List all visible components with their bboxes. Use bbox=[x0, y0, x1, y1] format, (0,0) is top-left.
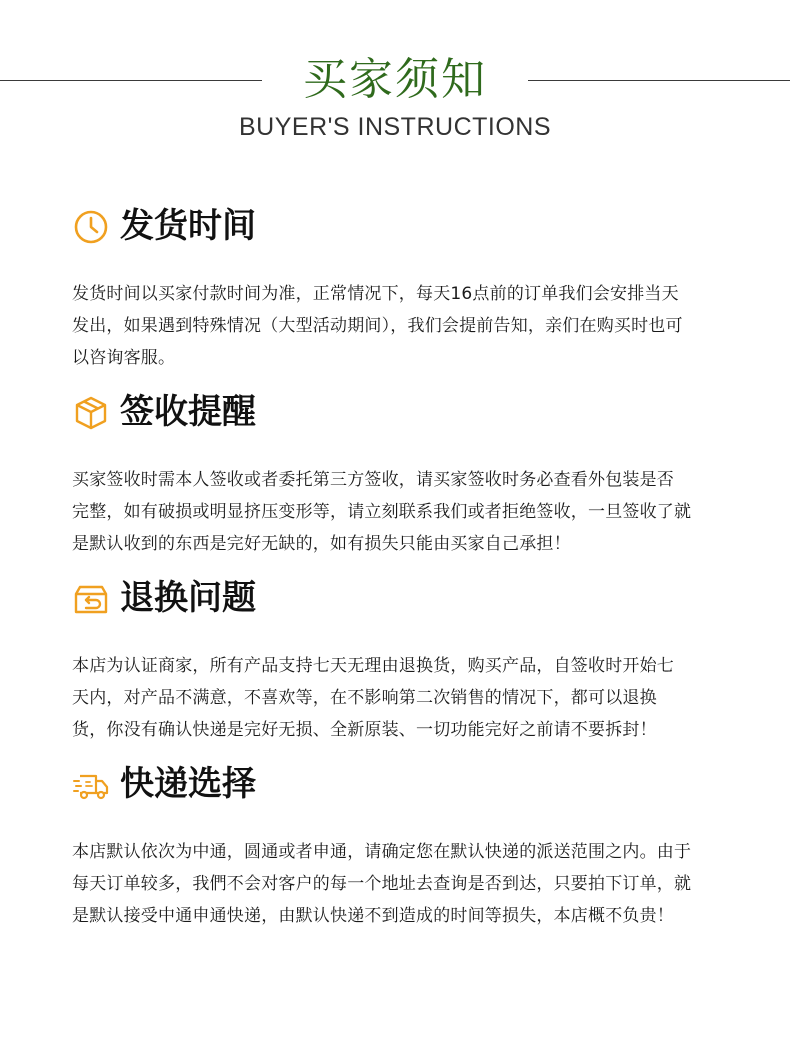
section-signing-reminder bbox=[72, 390, 722, 560]
delivery-truck-icon bbox=[72, 766, 110, 804]
section-title: 发货时间 bbox=[120, 206, 256, 246]
section-returns bbox=[72, 576, 722, 746]
section-body bbox=[72, 278, 722, 374]
section-body bbox=[72, 464, 722, 560]
section-header bbox=[72, 762, 722, 806]
body-line: 每天订单较多，我們不会对客户的每一个地址去查询是否到达，只要拍下订单，就 bbox=[72, 874, 692, 894]
body-line: 是默认接受中通申通快递，由默认快递不到造成的时间等损失，本店概不负贵！ bbox=[72, 906, 674, 926]
body-line: 货，你没有确认快递是完好无损、全新原装、一切功能完好之前请不要拆封！ bbox=[72, 720, 657, 740]
clock-icon bbox=[72, 208, 110, 246]
package-box-icon bbox=[72, 394, 110, 432]
section-courier-choice bbox=[72, 762, 722, 932]
body-line: 本店为认证商家，所有产品支持七天无理由退换货，购买产品，自签收时开始七 bbox=[72, 656, 674, 676]
return-box-icon bbox=[72, 580, 110, 618]
section-title: 退换问题 bbox=[120, 578, 256, 618]
body-line: 以咨询客服。 bbox=[72, 348, 176, 368]
body-line: 发货时间以买家付款时间为准，正常情况下，每天16点前的订单我们会安排当天 bbox=[72, 284, 679, 304]
section-shipping-time bbox=[72, 204, 722, 374]
page-subtitle: BUYER'S INSTRUCTIONS bbox=[238, 113, 552, 141]
body-line: 天内，对产品不满意，不喜欢等，在不影响第二次销售的情况下，都可以退换 bbox=[72, 688, 657, 708]
page-title: 买家须知 bbox=[303, 54, 487, 105]
section-header bbox=[72, 576, 722, 620]
section-header bbox=[72, 204, 722, 248]
body-line: 完整，如有破损或明显挤压变形等，请立刻联系我们或者拒绝签收，一旦签收了就 bbox=[72, 502, 692, 522]
body-line: 是默认收到的东西是完好无缺的，如有损失只能由买家自己承担！ bbox=[72, 534, 571, 554]
section-header bbox=[72, 390, 722, 434]
body-line: 发出，如果遇到特殊情况（大型活动期间），我们会提前告知，亲们在购买时也可 bbox=[72, 316, 683, 336]
section-body bbox=[72, 650, 722, 746]
page-header bbox=[0, 0, 790, 160]
body-line: 本店默认依次为中通，圆通或者申通，请确定您在默认快递的派送范围之内。由于 bbox=[72, 842, 692, 862]
body-line: 买家签收时需本人签收或者委托第三方签收，请买家签收时务必查看外包装是否 bbox=[72, 470, 674, 490]
section-title: 签收提醒 bbox=[120, 392, 256, 432]
section-title: 快递选择 bbox=[120, 764, 256, 804]
section-body bbox=[72, 836, 722, 932]
